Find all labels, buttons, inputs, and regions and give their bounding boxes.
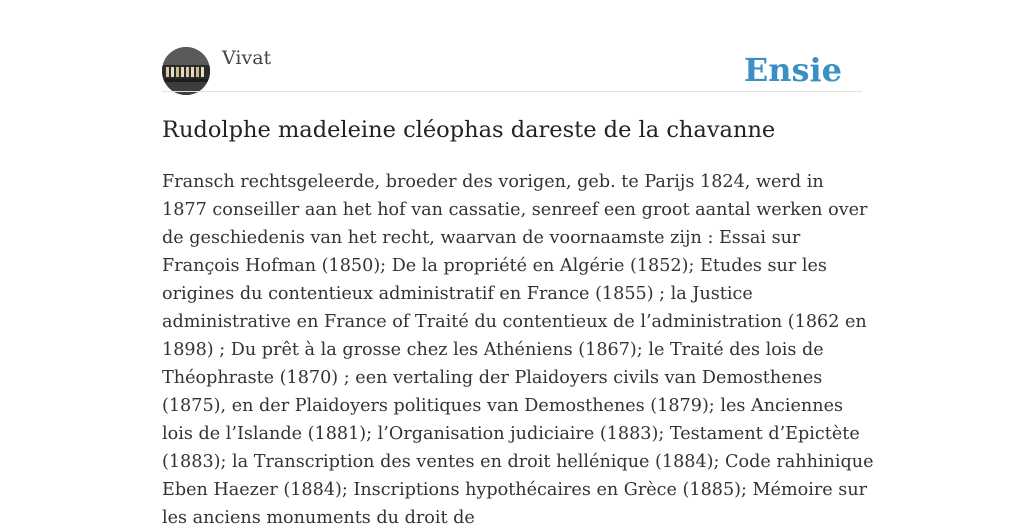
library-shelves-icon	[162, 47, 210, 95]
article-card	[162, 0, 874, 528]
article-body: Fransch rechtsgeleerde, broeder des vorigen, geb. te Parijs 1824, werd in 1877 conseiller aan het hof van cassatie, senreef een groot aantal werken over de geschiedenis van het recht, waarvan de voornaamste zijn : Essai sur François Hofman (1850); De la propriété en Algérie (1852); Etudes sur les origines du contentieux administratif en France (1855) ; la Justice administrative en France of Traité du contentieux de l’administration (1862 en 1898) ; Du prêt à la grosse chez les Athéniens (1867); le Traité des lois de Théophraste (1870) ; een vertaling der Plaidoyers civils van Demosthenes (1875), en der Plaidoyers politiques van Demosthenes (1879); les Anciennes lois de l’Islande (1881); l’Organisation judiciaire (1883); Testament d’Epictète (1883); la Transcription des ventes en droit hellénique (1884); Code rahhinique Eben Haezer (1884); Inscriptions hypothécaires en Grèce (1885); Mémoire sur les anciens monuments du droit de	[162, 172, 874, 528]
header-divider	[162, 91, 862, 92]
brand-logo[interactable]: Ensie	[743, 51, 842, 89]
avatar[interactable]	[162, 47, 210, 95]
article-title: Rudolphe madeleine cléophas dareste de la chavanne	[162, 117, 776, 143]
source-name[interactable]: Vivat	[222, 47, 272, 69]
